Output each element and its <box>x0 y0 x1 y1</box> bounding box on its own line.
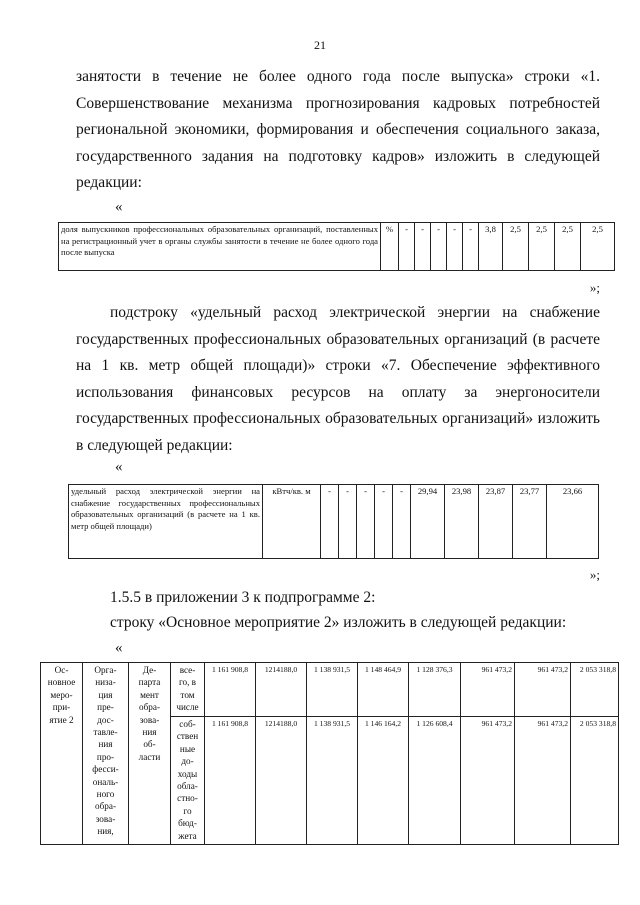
table-cell: 1 126 608,4 <box>409 717 461 845</box>
table-cell: - <box>375 485 393 559</box>
table-cell: 2 053 318,8 <box>571 663 619 717</box>
table-cell: - <box>339 485 357 559</box>
section-155-heading: 1.5.5 в приложении 3 к подпрограмме 2: <box>110 589 376 606</box>
executor-cell: Де- парта мент обра- зова- ния об- ласти <box>129 663 171 845</box>
table-cell: 1 138 931,5 <box>307 663 358 717</box>
table-cell: 2,5 <box>555 223 581 271</box>
row-instruction: строку «Основное мероприятие 2» изложить в следующей редакции: <box>110 614 567 631</box>
table-indicator-graduates <box>58 222 615 271</box>
organization-cell: Орга- низа- ция пре- дос- тавле- ния про- фесси- ональ- ного обра- зова- ния, <box>83 663 129 845</box>
paragraph-2: подстроку «удельный расход электрической энергии на снабжение государственных профессиональных образовательных организаций (в расчете на 1 кв. метр общей площади)» строки «7. Обеспечение эффективного использования финансовых ресурсов на оплату за энергоносители государственных профессиональных образовательных организаций» изложить в следующей редакции: <box>76 304 600 454</box>
table-cell: 23,98 <box>445 485 479 559</box>
table-cell: - <box>393 485 411 559</box>
table-indicator-electricity <box>68 484 599 559</box>
close-quote-1: »; <box>589 280 600 295</box>
table-cell: 3,8 <box>479 223 503 271</box>
table-cell: - <box>415 223 431 271</box>
table-cell: - <box>447 223 463 271</box>
indicator-unit: % <box>381 223 399 271</box>
table-cell: 1 138 931,5 <box>307 717 358 845</box>
table-cell: - <box>399 223 415 271</box>
table-cell: 1 148 464,9 <box>358 663 409 717</box>
table-cell: - <box>357 485 375 559</box>
table-main-activity-2 <box>40 662 619 845</box>
table-cell: - <box>321 485 339 559</box>
table-cell: 961 473,2 <box>461 717 515 845</box>
table-cell: 29,94 <box>411 485 445 559</box>
table-cell: 23,87 <box>479 485 513 559</box>
table-cell: 23,66 <box>547 485 599 559</box>
activity-name-cell: Ос- новное меро- при- ятие 2 <box>41 663 83 845</box>
table-cell: 23,77 <box>513 485 547 559</box>
table-cell: 961 473,2 <box>515 717 571 845</box>
table-cell: 1 161 908,8 <box>205 717 256 845</box>
table-cell: 2 053 318,8 <box>571 717 619 845</box>
table-cell: 1214188,0 <box>256 717 307 845</box>
table-cell: 1 146 164,2 <box>358 717 409 845</box>
indicator-name: доля выпускников профессиональных образовательных организаций, поставленных на регистрационный учет в органы службы занятости в течение не более одного года после выпуска <box>59 223 381 271</box>
funding-source-total: все- го, в том числе <box>171 663 205 717</box>
table-cell: 1214188,0 <box>256 663 307 717</box>
funding-source-own-revenue: соб- ствен ные до- ходы обла- стно- го бюд- жета <box>171 717 205 845</box>
open-quote-3: « <box>115 640 123 656</box>
indicator-name: удельный расход электрической энергии на снабжение государственных профессиональных образовательных организаций (в расчете на 1 кв. метр общей площади) <box>69 485 263 559</box>
table-cell: - <box>463 223 479 271</box>
table-cell: 961 473,2 <box>461 663 515 717</box>
open-quote-1: « <box>115 199 123 215</box>
close-quote-2: »; <box>589 567 600 582</box>
table-cell: 1 128 376,3 <box>409 663 461 717</box>
table-cell: 2,5 <box>581 223 615 271</box>
indicator-unit: кВтч/кв. м <box>263 485 321 559</box>
table-cell: 2,5 <box>503 223 529 271</box>
open-quote-2: « <box>115 459 123 475</box>
page-number: 21 <box>314 38 326 52</box>
table-cell: 2,5 <box>529 223 555 271</box>
paragraph-1: занятости в течение не более одного года после выпуска» строки «1. Совершенствование механизма прогнозирования кадровых потребностей региональной экономики, формирования и обеспечения социального заказа, государственного задания на подготовку кадров» изложить в следующей редакции: <box>76 68 600 191</box>
table-cell: 1 161 908,8 <box>205 663 256 717</box>
table-cell: 961 473,2 <box>515 663 571 717</box>
table-cell: - <box>431 223 447 271</box>
